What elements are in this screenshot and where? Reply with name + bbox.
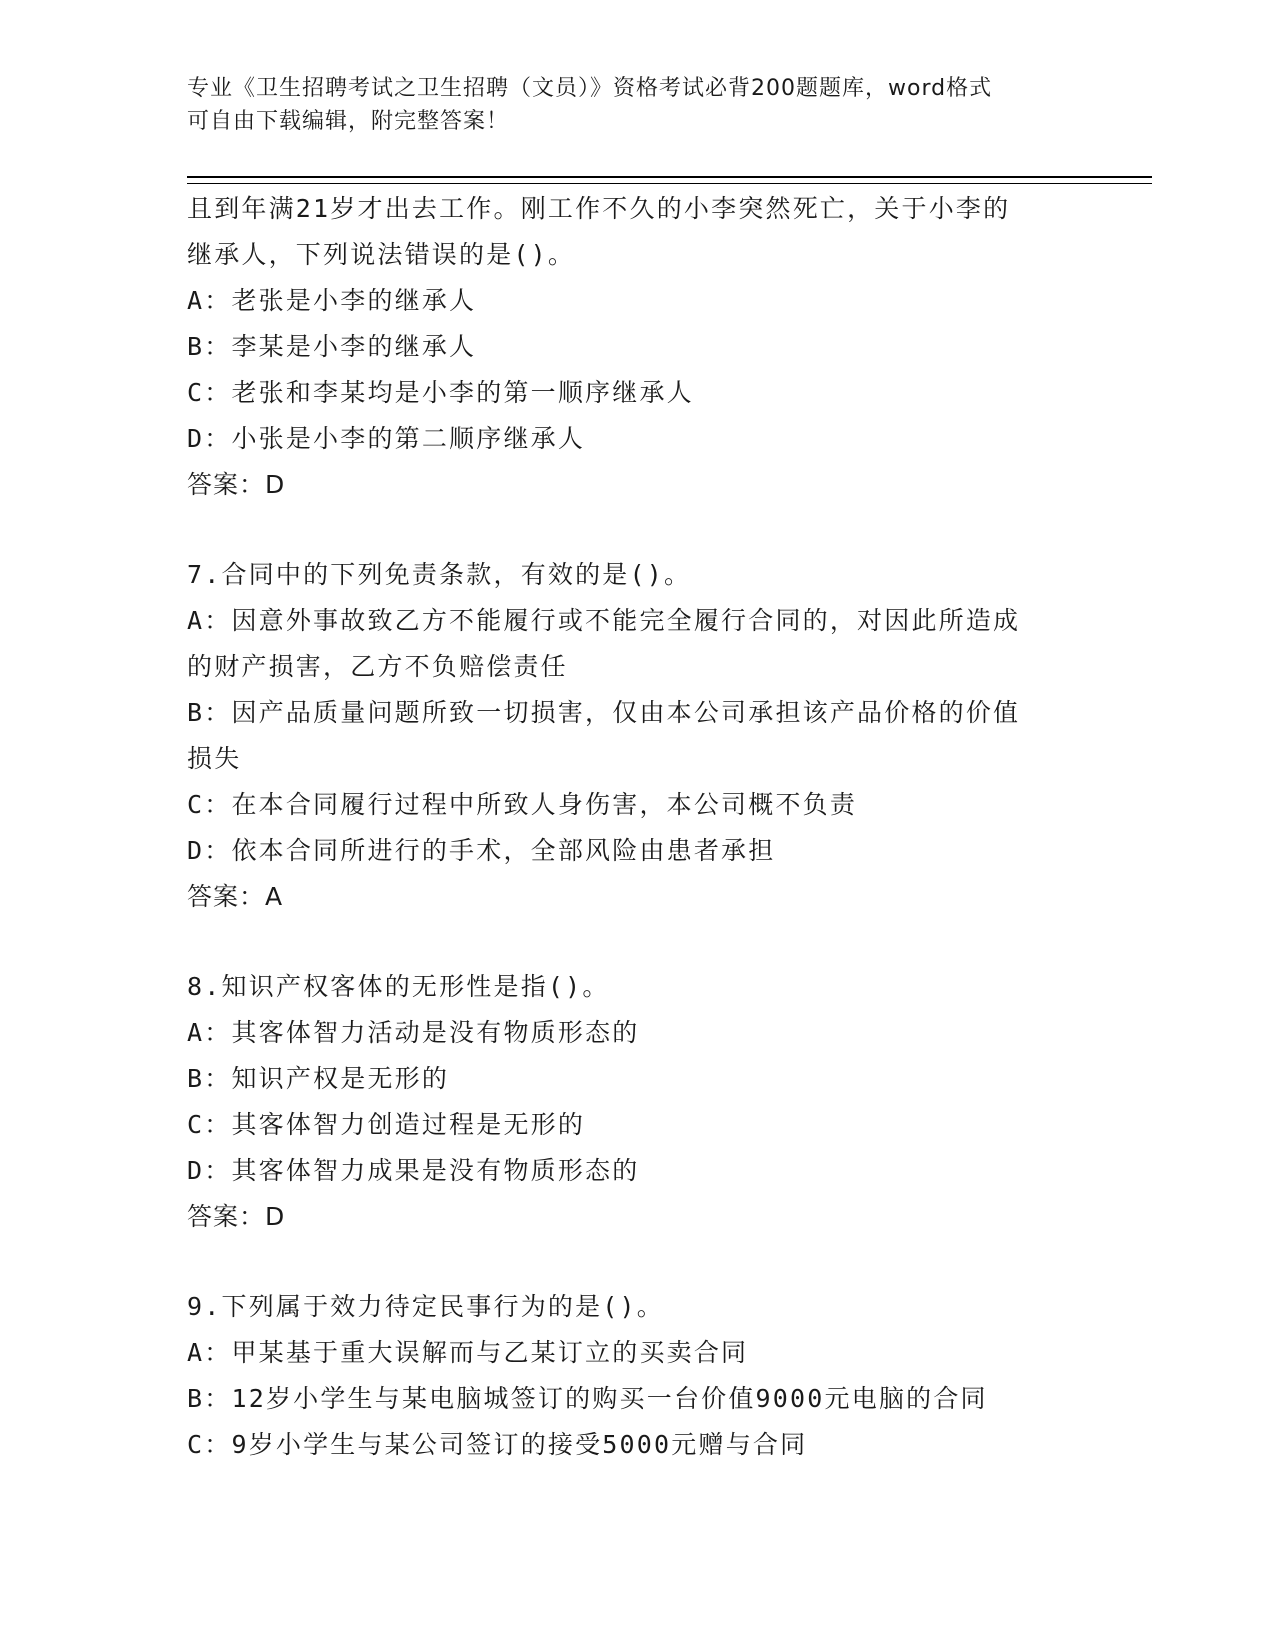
question-stem: 8.知识产权客体的无形性是指()。: [187, 972, 610, 1001]
question-stem: 继承人，下列说法错误的是()。: [187, 240, 576, 269]
option-a: A：甲某基于重大误解而与乙某订立的买卖合同: [187, 1338, 749, 1367]
question-content: [187, 186, 1087, 1468]
question-6: [187, 186, 1087, 508]
option-c: C：老张和李某均是小李的第一顺序继承人: [187, 378, 694, 407]
option-d: D：依本合同所进行的手术，全部风险由患者承担: [187, 836, 776, 865]
option-d: D：其客体智力成果是没有物质形态的: [187, 1156, 640, 1185]
header-title-line-2: 可自由下载编辑，附完整答案！: [187, 109, 510, 134]
option-d: D：小张是小李的第二顺序继承人: [187, 424, 586, 453]
question-9: [187, 1284, 1087, 1468]
answer: 答案：A: [187, 882, 284, 911]
option-c: C：9岁小学生与某公司签订的接受5000元赠与合同: [187, 1430, 808, 1459]
question-stem: 7.合同中的下列免责条款，有效的是()。: [187, 560, 692, 589]
option-b-continued: 损失: [187, 744, 242, 773]
option-b: B：12岁小学生与某电脑城签订的购买一台价值9000元电脑的合同: [187, 1384, 988, 1413]
option-a: A：因意外事故致乙方不能履行或不能完全履行合同的，对因此所造成: [187, 606, 1021, 635]
page-header: [187, 72, 1087, 138]
option-b: B：因产品质量问题所致一切损害，仅由本公司承担该产品价格的价值: [187, 698, 1021, 727]
option-a: A：其客体智力活动是没有物质形态的: [187, 1018, 640, 1047]
question-stem: 且到年满21岁才出去工作。刚工作不久的小李突然死亡，关于小李的: [187, 194, 1011, 223]
option-b: B：知识产权是无形的: [187, 1064, 450, 1093]
spacer: [187, 920, 1087, 964]
answer: 答案：D: [187, 1202, 286, 1231]
spacer: [187, 1240, 1087, 1284]
option-a: A：老张是小李的继承人: [187, 286, 477, 315]
header-title-line-1: 专业《卫生招聘考试之卫生招聘（文员）》资格考试必背200题题库，word格式: [187, 76, 993, 101]
question-8: [187, 964, 1087, 1240]
spacer: [187, 508, 1087, 552]
option-b: B：李某是小李的继承人: [187, 332, 477, 361]
option-c: C：其客体智力创造过程是无形的: [187, 1110, 586, 1139]
question-7: [187, 552, 1087, 920]
option-c: C：在本合同履行过程中所致人身伤害，本公司概不负责: [187, 790, 858, 819]
header-divider: [187, 176, 1152, 184]
answer: 答案：D: [187, 470, 286, 499]
question-stem: 9.下列属于效力待定民事行为的是()。: [187, 1292, 665, 1321]
option-a-continued: 的财产损害，乙方不负赔偿责任: [187, 652, 568, 681]
